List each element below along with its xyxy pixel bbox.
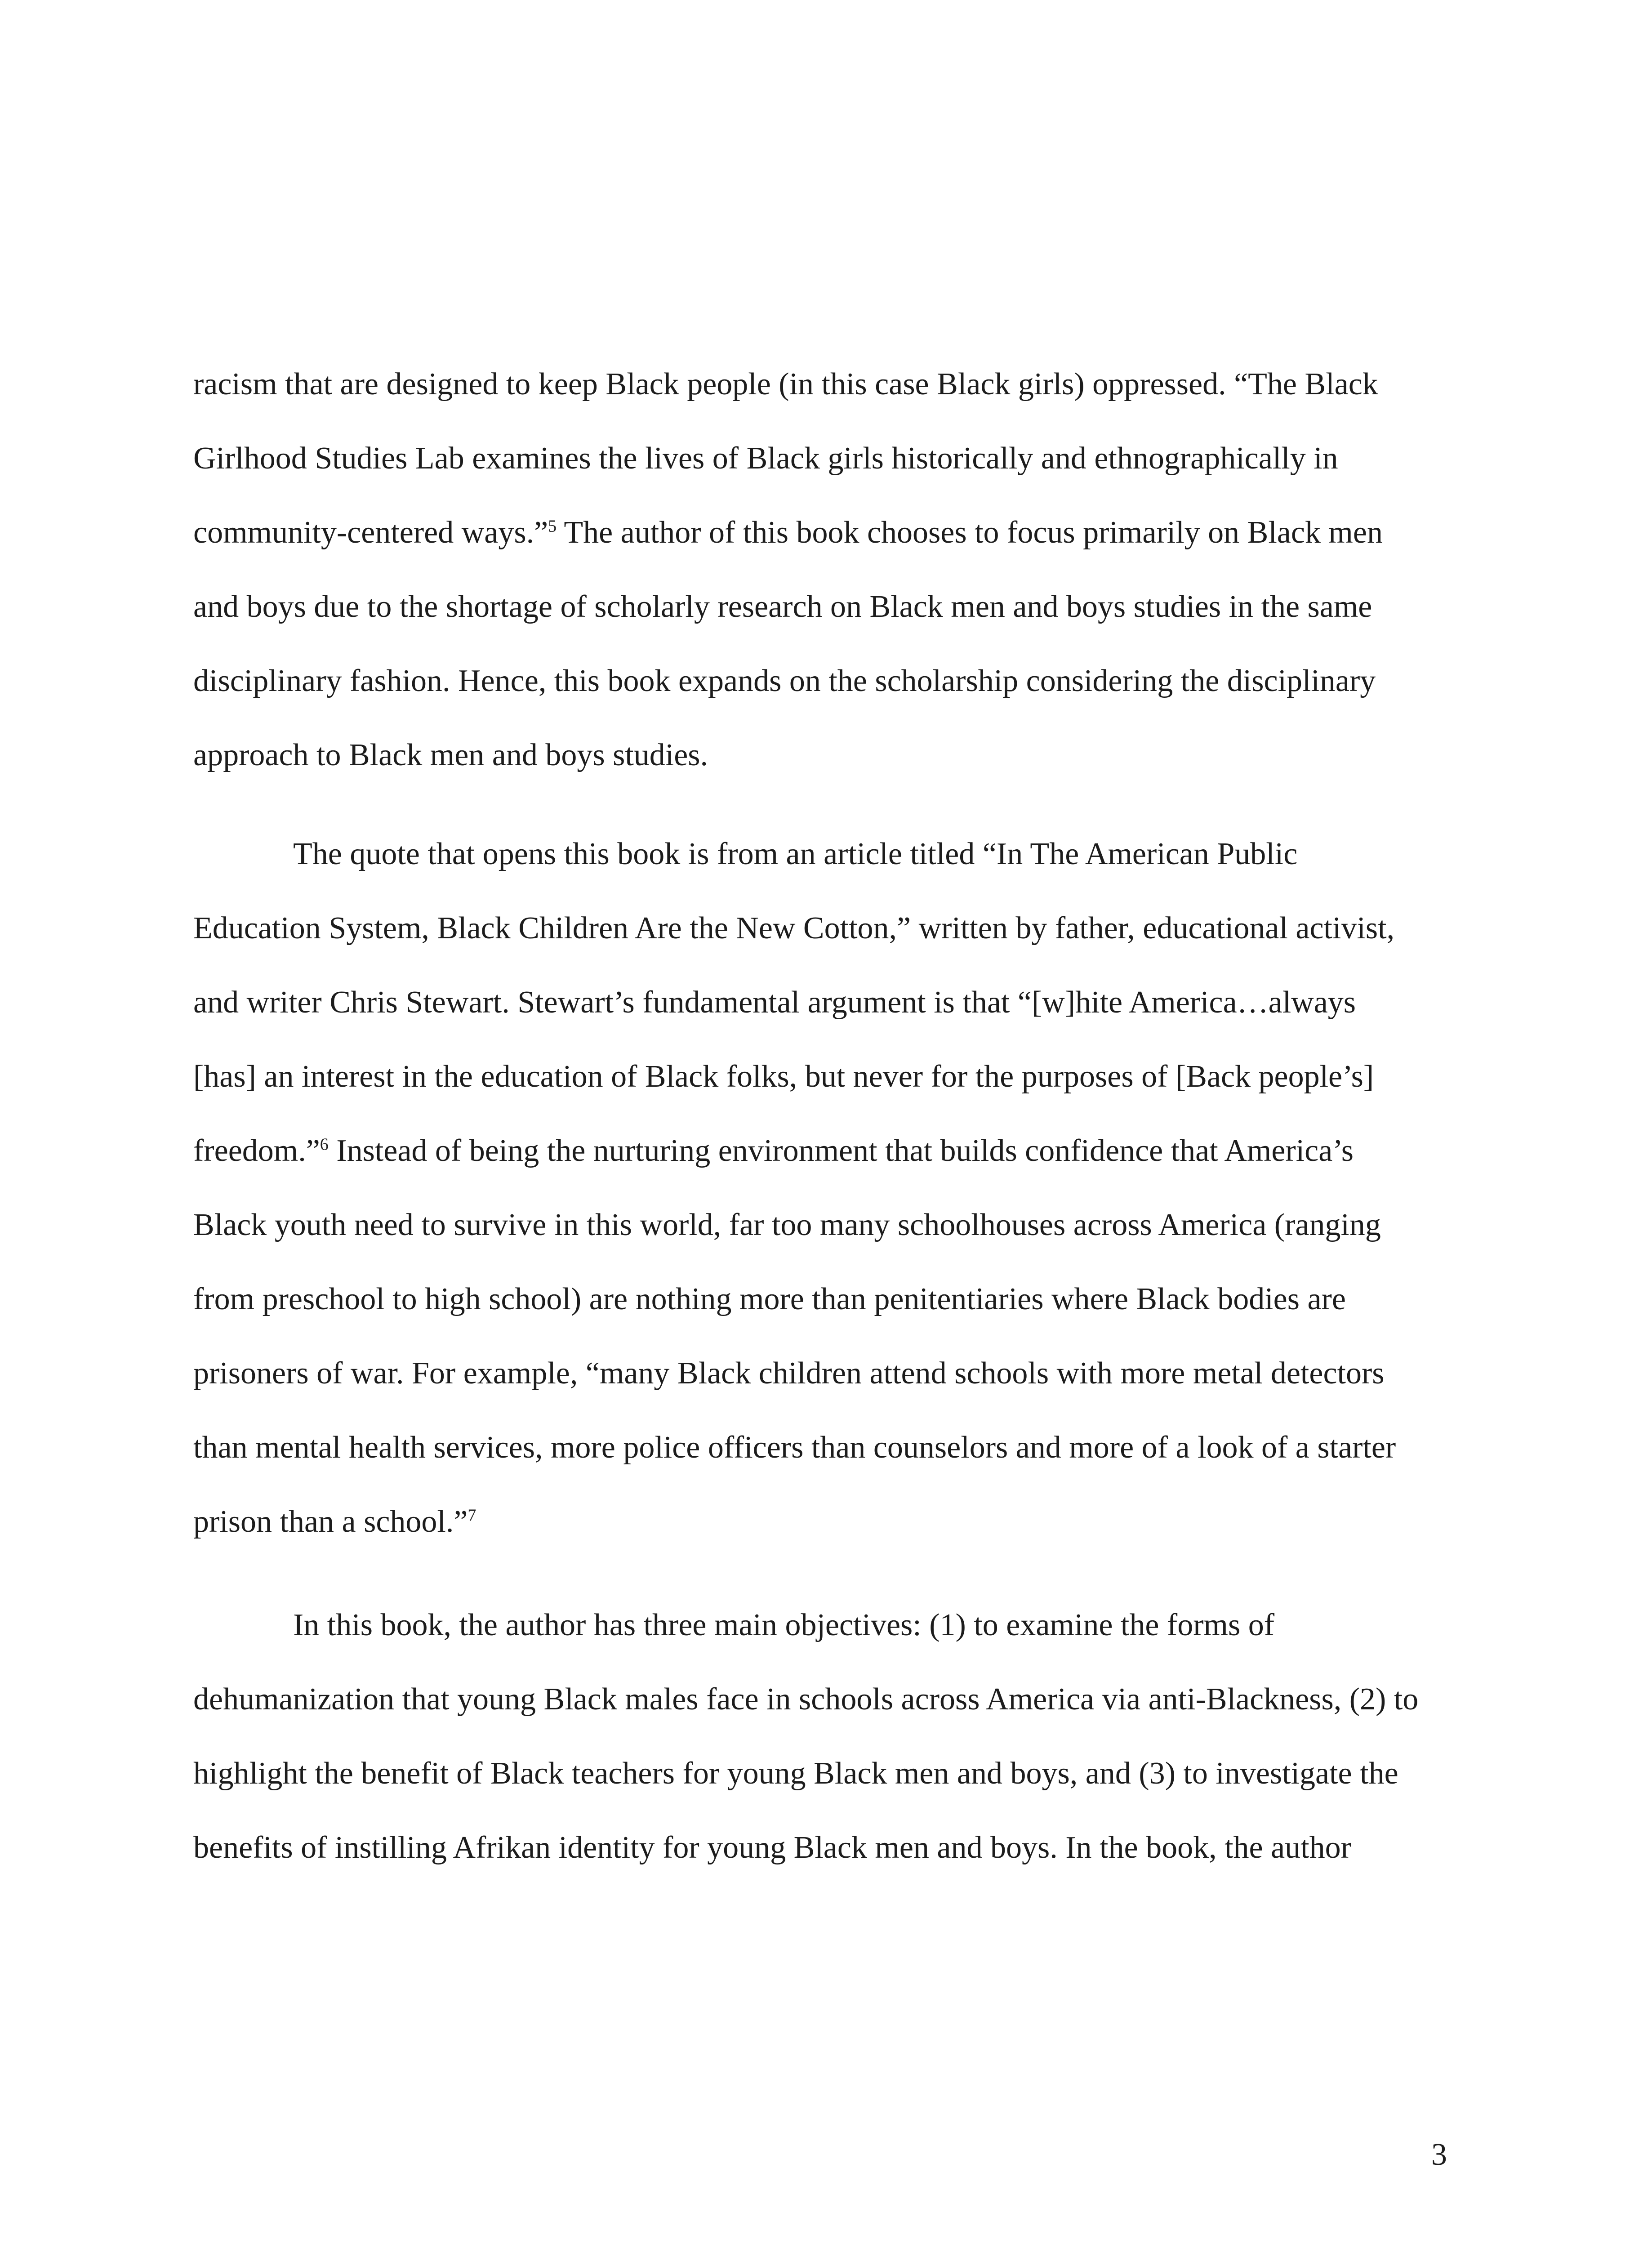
text-line: community-centered ways.”$^5$ The author of this book chooses to focus primarily on Black men [193, 515, 1383, 550]
footnote-ref: 6 [320, 1135, 329, 1154]
text-line: In this book, the author has three main objectives: (1) to examine the forms of [293, 1608, 1275, 1642]
text-line: prisoners of war. For example, “many Black children attend schools with more metal detectors [193, 1356, 1385, 1391]
text-line: Girlhood Studies Lab examines the lives of Black girls historically and ethnographically in [193, 441, 1338, 476]
text-line: Black youth need to survive in this world, far too many schoolhouses across America (ranging [193, 1208, 1381, 1242]
page-number: 3 [1431, 2137, 1447, 2172]
text-line: Education System, Black Children Are the New Cotton,” written by father, educational activist, [193, 911, 1395, 946]
text-line: freedom.”$^6$ Instead of being the nurturing environment that builds confidence that America’s [193, 1133, 1354, 1168]
text-line: benefits of instilling Afrikan identity for young Black men and boys. In the book, the author [193, 1830, 1351, 1865]
footnote-ref: 7 [468, 1506, 476, 1525]
text-line: and writer Chris Stewart. Stewart’s fundamental argument is that “[w]hite America…always [193, 985, 1356, 1020]
text-line: disciplinary fashion. Hence, this book expands on the scholarship considering the disciplinary [193, 664, 1376, 698]
text-line: highlight the benefit of Black teachers for young Black men and boys, and (3) to investigate the [193, 1756, 1398, 1791]
text-line: The quote that opens this book is from an article titled “In The American Public [293, 837, 1298, 871]
text-line: from preschool to high school) are nothing more than penitentiaries where Black bodies are [193, 1282, 1346, 1316]
text-line: prison than a school.”$^7$ [193, 1504, 476, 1539]
text-line: racism that are designed to keep Black people (in this case Black girls) oppressed. “The Black [193, 367, 1378, 401]
footnote-ref: 5 [548, 517, 557, 536]
text-line: approach to Black men and boys studies. [193, 738, 708, 772]
text-line: than mental health services, more police officers than counselors and more of a look of a starter [193, 1430, 1396, 1465]
text-line: and boys due to the shortage of scholarly research on Black men and boys studies in the same [193, 589, 1372, 624]
text-line: dehumanization that young Black males face in schools across America via anti-Blackness, (2) to [193, 1682, 1419, 1717]
text-line: [has] an interest in the education of Black folks, but never for the purposes of [Back people’s] [193, 1059, 1374, 1094]
